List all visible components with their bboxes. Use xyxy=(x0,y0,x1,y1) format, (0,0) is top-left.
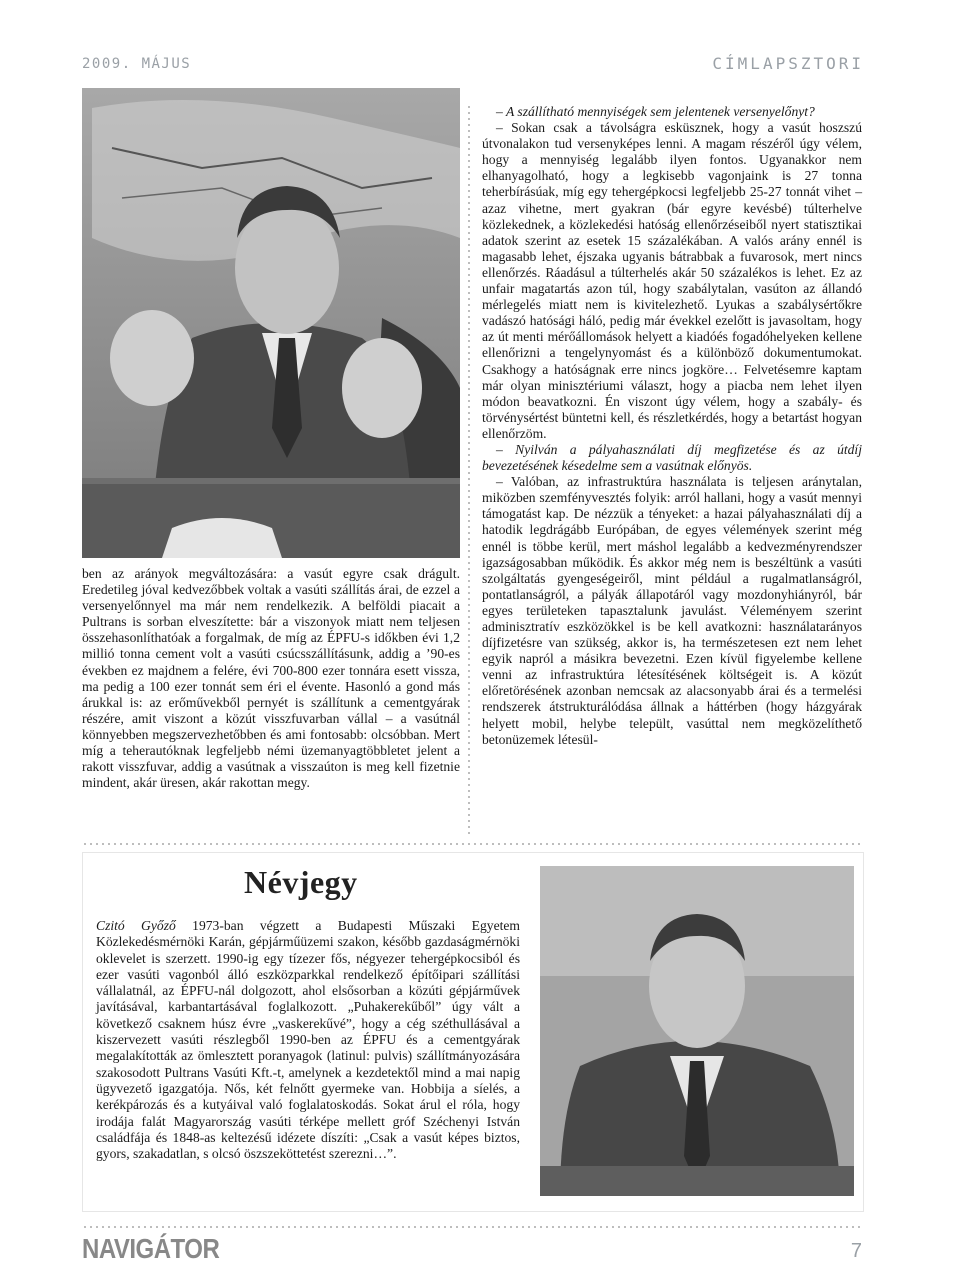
box-top-divider xyxy=(82,843,862,845)
issue-date: 2009. MÁJUS xyxy=(82,56,192,72)
right-column xyxy=(482,104,862,748)
profile-body: 1973-ban végzett a Budapesti Műszaki Egyetem Közlekedésmérnöki Karán, gépjárműüzemi szakon, később gazdaságmérnöki oklevelet is szerzett. 1990-ig egy tízezer fős, négyezer tehergépkocsiból és ezer vasúti vagonból álló eszközparkkal rendelkező építőipari szállítási vállalatnál, az ÉPFU-nál dolgozott, ahol elsősorban a közúti gépjárművek javításával, karbantartásával foglalkozott. „Puhakerekűből” úgy vált a következő csaknem húsz évre „vaskerekűvé”, hogy a cég széthullásával a kiszervezett vasúti részlegből 1990-ben az ÉPFU és a cementgyárak megalakították az ömlesztett poranyagok (latinul: pulvis) szállítmányozására szakosodott Pultrans Vasúti Kft.-t, amelynek a kezdetektől mind a mai napig ügyvezető igazgatója. Nős, két felnőtt gyermeke van. Hobbija a síelés, a kerékpározás és a kutyáival való foglalatoskodás. Sokat árul el róla, hogy irodája falát Magyarország vasúti térképe mellett gróf Széchenyi István családfája és 1848-as keltezésű idézete díszíti: „Csak a vasút képes biztos, gyors, szakadatlan, s olcsó öszszeköttetést szerezni…”. xyxy=(96,918,521,1162)
profile-title: Névjegy xyxy=(244,864,358,900)
profile-text xyxy=(96,918,520,1162)
page-header xyxy=(0,0,960,88)
left-paragraph: ben az arányok megváltozására: a vasút egyre csak drágult. Eredetileg jóval kedvezőbbek voltak a vasúti szállítás árai, de ezzel a versenyelőnnyel ma már nem rendelkezik. A belföldi piacait a Pultrans is sorban elveszítette: bár a viszonyok miatt nem teljesen összehasonlíthatóak a forgalmak, de míg az ÉPFU-s időkben évi 1,2 millió tonna cement volt a vasúti csúcsszállításunk, addig a ’90-es években ez majdnem a felére, évi 700-800 ezer tonnára esett vissza, ma pedig a 100 ezer tonnát sem éri el évente. Hasonló a gond más árukkal is: az erőművekből pernyét is szállítunk a cementgyárak részére, amit viszont a közút visszfuvarban vállal – a vasútnál könnyebben megszervezhetőbben és ami fontosabb: olcsóbban. Mert míg a teherautóknak legfeljebb némi üzemanyagtöbbletet jelent a rakott visszfuvar, addig a vasútnak a visszaúton is meg kell fizetnie mindent, akár üresen, akár rakottan megy. xyxy=(82,566,460,791)
magazine-logo: NAVIGÁTOR xyxy=(82,1233,220,1265)
answer-1: – Sokan csak a távolságra esküsznek, hogy a vasút hoszszú útvonalakon tud versenyképes lenni. A magam részéről úgy vélem, hogy a mennyiség legalább ilyen fontos. Ugyanakkor nem elhanyagolható, hogy a legkisebb vagonjaink is 27 tonna teherbírásúak, míg egy tehergépkocsi legfeljebb 25-27 tonnát vihet – azaz vihetne, mert gyakran (bár egyre kevésbé) túlterhelve közlekednek, a közlekedési hatóság ellenőrzéseiből nyert statisztikai adatok szerint az esetek 15 százalékában. A valós arány ennél is magasabb lehet, éjszaka ugyanis bátrabbak a fuvarosok, mert nincs ellenőrzés. Ráadásul a túlterhelés akár 50 százalékos is lehet. Ez az unfair magatartás azon túl, hogy szabálytalan, vasúton az állandó mérlegelés miatt nem is kivitelezhető. Lyukas a szabálysértőkre vadászó hatósági háló, pedig már évekkel ezelőtt is javasoltam, hogy az út menti mérőállomások helyett a kiadóés fogadóhelyeken kellene ellenőrizni a tengelynyomást és a különböző dokumentumokat. Csakhogy a hatóságnak erre nincs jogköre… Felvetésemre kaptam már olyan minisztériumi választ, hogy a piacba nem lehet ilyen módon beavatkozni. Én viszont úgy vélem, hogy a szabály- és törvénysértést büntetni kell, és részletkérdés, hogy a betartást hogyan ellenőrzöm. xyxy=(482,120,862,441)
section-title: CÍMLAPSZTORI xyxy=(712,54,864,73)
answer-2: – Valóban, az infrastruktúra használata is teljesen aránytalan, miközben szemfényvesztés folyik: arról hallani, hogy a vasút mennyi támogatást kap. De nézzük a tényeket: a hazai pályahasználati díj a hatodik legdrágább Európában, de egyes vélemények szerint még ennél is többe kerül, mert máshol legalább a kedvezményrendszer igazságosabban működik. És akkor még nem is beszéltünk a vasúti szolgáltatás gyengeségeiről, mint például a rugalmatlanságról, pontatlanságról, a pályák állapotáról vagy mozdonyhiányról, bár egyes területeken tapasztalunk javulást. Véleményem szerint adminisztratív eszközökkel is be kell avatkozni: használatarányos díjfizetésre van szükség, akkor is, ha természetesen ezt nem lehet egyik napról a másikra bevezetni. Ezen kívül figyelembe kellene venni az infrastruktúra létesítésének költségeit is. A közút előretörésének azonban nemcsak az alacsonyabb árai és a termelési rendszerek átstrukturálódása állnak a háttérben (hogy házgyárak helyett mobil, helybe települt, vasúttal nem megközelíthető betonüzemek létesül- xyxy=(482,474,862,747)
footer-divider xyxy=(82,1226,862,1228)
column-divider xyxy=(468,104,470,838)
interview-photo xyxy=(82,88,460,558)
left-column xyxy=(82,566,460,791)
question-1: – A szállítható mennyiségek sem jelentenek versenyelőnyt? xyxy=(496,104,815,119)
question-2: – Nyilván a pályahasználati díj megfizetése és az útdíj bevezetésének késedelme sem a vasútnak előnyös. xyxy=(482,441,862,474)
profile-name: Czitó Győző xyxy=(96,918,176,933)
portrait-photo xyxy=(540,866,854,1196)
page-number: 7 xyxy=(850,1240,862,1262)
